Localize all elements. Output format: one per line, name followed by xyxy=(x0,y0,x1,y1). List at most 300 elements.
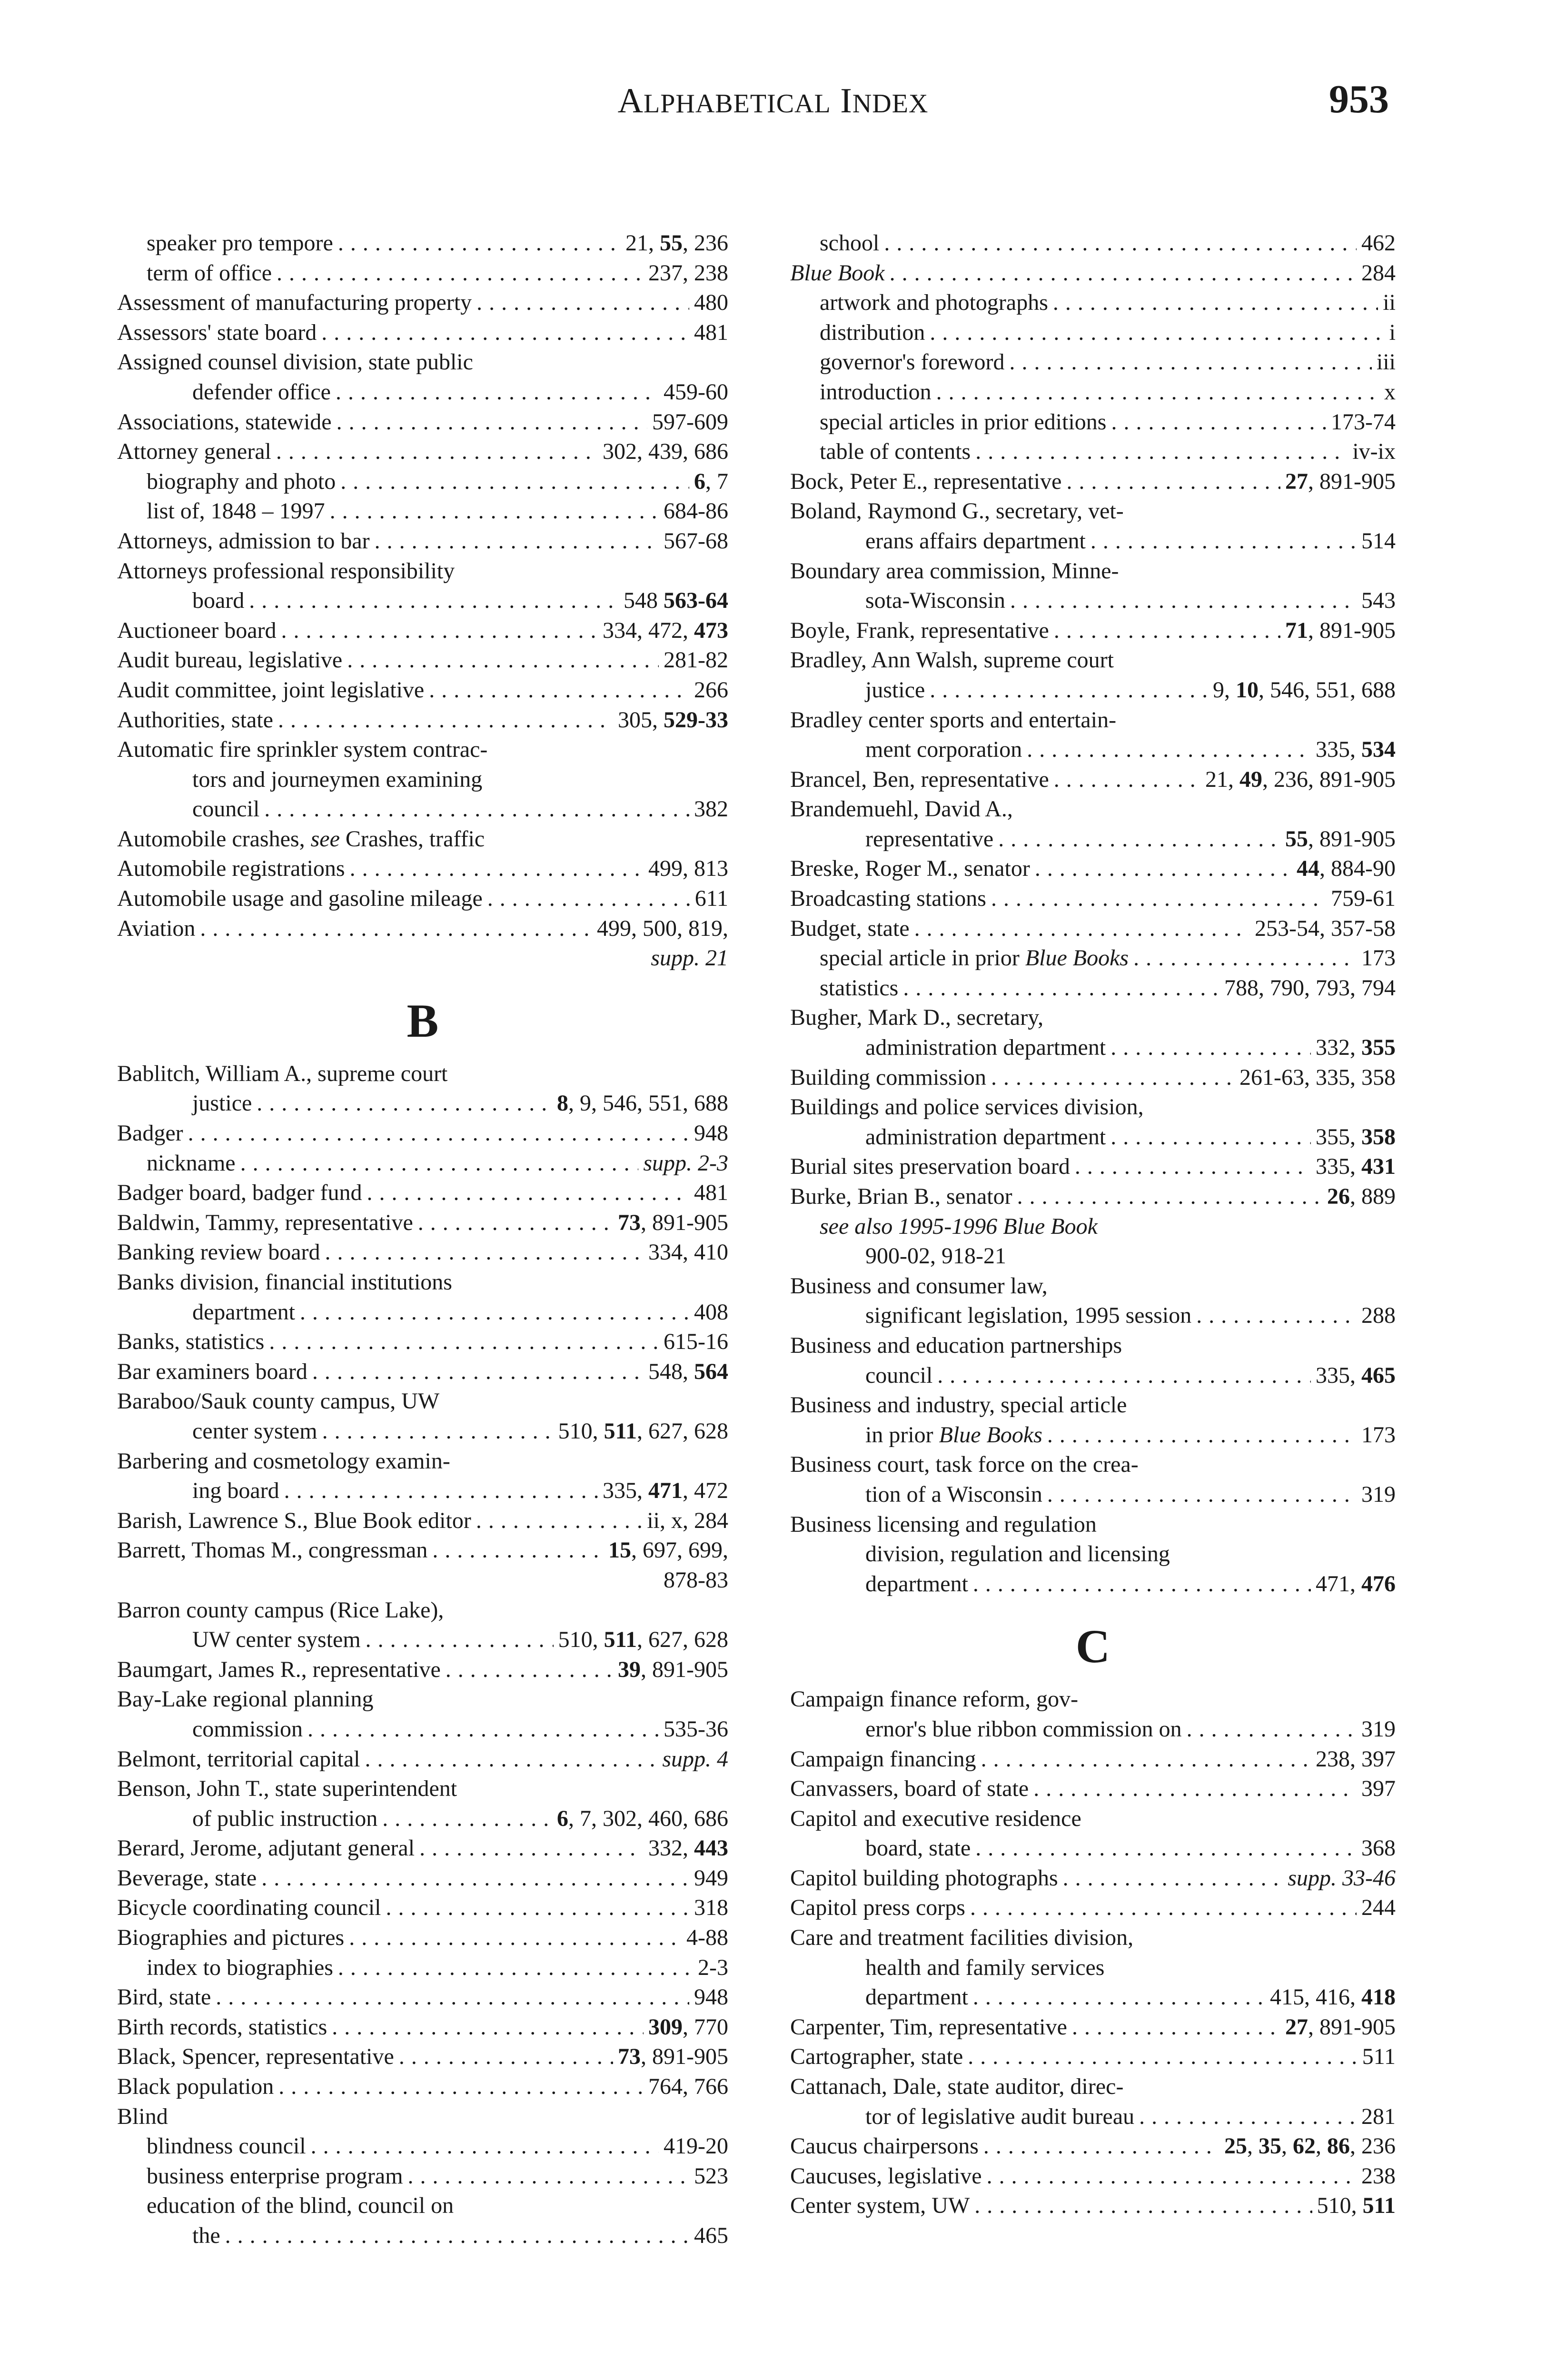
entry-term: Bird, state xyxy=(117,1984,211,2010)
entry-term: Boland, Raymond G., secretary, vet- xyxy=(790,498,1124,524)
index-entry xyxy=(790,2132,1396,2162)
entry-term: Business licensing and regulation xyxy=(790,1511,1097,1537)
entry-pages: 514 xyxy=(1361,528,1396,554)
entry-pages: 319 xyxy=(1361,1481,1396,1507)
entry-term: school xyxy=(820,230,880,256)
entry-pages: x xyxy=(1384,379,1396,405)
index-entry xyxy=(790,1834,1396,1864)
entry-term: Blind xyxy=(117,2103,168,2129)
entry-term: Assigned counsel division, state public xyxy=(117,349,473,375)
dot-leader xyxy=(930,675,1208,705)
dot-leader xyxy=(1047,1480,1357,1510)
index-entry xyxy=(117,1417,728,1447)
dot-leader xyxy=(476,1506,642,1536)
entry-pages: 173 xyxy=(1361,945,1396,971)
dot-leader xyxy=(903,973,1219,1003)
index-entry xyxy=(790,377,1396,407)
entry-term: term of office xyxy=(147,260,272,286)
entry-term: 878-83 xyxy=(664,1567,728,1593)
entry-term: Care and treatment facilities division, xyxy=(790,1925,1134,1951)
index-entry xyxy=(117,2013,728,2043)
entry-pages: 44, 884-90 xyxy=(1297,856,1396,882)
entry-term: Badger board, badger fund xyxy=(117,1180,362,1206)
dot-leader xyxy=(1139,2102,1357,2132)
index-entry xyxy=(117,1059,728,1089)
dot-leader xyxy=(261,1864,689,1894)
dot-leader xyxy=(216,1983,689,2013)
index-entry xyxy=(117,556,728,586)
index-entry xyxy=(790,288,1396,318)
index-entry xyxy=(117,2162,728,2192)
entry-term: Benson, John T., state superintendent xyxy=(117,1776,457,1802)
index-entry xyxy=(117,1089,728,1119)
entry-term: Boundary area commission, Minne- xyxy=(790,558,1119,584)
dot-leader xyxy=(1075,1152,1311,1182)
entry-pages: 335, 534 xyxy=(1316,737,1396,763)
entry-pages: 309, 770 xyxy=(648,2014,728,2040)
entry-pages: supp. 2-3 xyxy=(643,1150,728,1176)
dot-leader xyxy=(937,1361,1311,1391)
entry-pages: 615-16 xyxy=(664,1329,728,1355)
entry-pages: 305, 529-33 xyxy=(618,707,728,733)
entry-term: defender office xyxy=(192,379,331,405)
entry-pages: 462 xyxy=(1361,230,1396,256)
index-entry xyxy=(790,1152,1396,1182)
index-entry xyxy=(117,318,728,348)
entry-term: representative xyxy=(865,826,994,852)
dot-leader xyxy=(386,1893,689,1923)
dot-leader xyxy=(408,2162,689,2192)
entry-term: department xyxy=(192,1299,295,1325)
entry-term: center system xyxy=(192,1418,317,1444)
entry-term: Cartographer, state xyxy=(790,2044,963,2070)
entry-term: administration department xyxy=(865,1124,1106,1150)
entry-pages: ii, x, 284 xyxy=(647,1507,728,1533)
index-entry xyxy=(117,1893,728,1923)
dot-leader xyxy=(337,407,647,437)
dot-leader xyxy=(336,377,659,407)
entry-pages: 415, 416, 418 xyxy=(1270,1984,1396,2010)
entry-term: Capitol building photographs xyxy=(790,1865,1058,1891)
entry-term: special article in prior Blue Books xyxy=(820,945,1129,971)
dot-leader xyxy=(975,437,1348,467)
index-entry xyxy=(790,1450,1396,1480)
index-entry xyxy=(117,1566,728,1596)
index-entry xyxy=(117,377,728,407)
entry-term: special articles in prior editions xyxy=(820,409,1107,435)
dot-leader xyxy=(1035,854,1292,884)
index-entry xyxy=(790,765,1396,795)
entry-term: artwork and photographs xyxy=(820,290,1048,316)
index-entry xyxy=(117,914,728,944)
dot-leader xyxy=(975,1834,1357,1864)
entry-pages: 55, 891-905 xyxy=(1285,826,1396,852)
index-entry xyxy=(117,1953,728,1983)
index-entry xyxy=(117,1655,728,1685)
dot-leader xyxy=(981,1745,1311,1775)
dot-leader xyxy=(284,1476,598,1506)
entry-pages: 6, 7, 302, 460, 686 xyxy=(557,1805,728,1831)
entry-term: sota-Wisconsin xyxy=(865,588,1006,614)
dot-leader xyxy=(312,1357,644,1387)
entry-term: Building commission xyxy=(790,1064,987,1090)
entry-pages: 511 xyxy=(1362,2044,1396,2070)
dot-leader xyxy=(432,1536,604,1566)
entry-pages: 284 xyxy=(1361,260,1396,286)
index-entry xyxy=(117,1715,728,1745)
index-entry xyxy=(790,1480,1396,1510)
entry-term: justice xyxy=(865,677,925,703)
entry-term: Audit committee, joint legislative xyxy=(117,677,425,703)
index-entry xyxy=(790,1510,1396,1540)
entry-pages: 510, 511, 627, 628 xyxy=(558,1418,728,1444)
entry-term: commission xyxy=(192,1716,303,1742)
index-entry xyxy=(790,1685,1396,1715)
index-entry xyxy=(790,1983,1396,2013)
entry-pages: 382 xyxy=(694,796,728,822)
entry-pages: 39, 891-905 xyxy=(618,1656,728,1682)
index-entry xyxy=(117,407,728,437)
entry-term: division, regulation and licensing xyxy=(865,1541,1170,1567)
entry-term: Business court, task force on the crea- xyxy=(790,1452,1139,1478)
entry-term: Black, Spencer, representative xyxy=(117,2044,394,2070)
entry-term: Bradley center sports and entertain- xyxy=(790,707,1117,733)
entry-term: Attorney general xyxy=(117,439,271,465)
dot-leader xyxy=(998,824,1280,854)
index-entry xyxy=(790,1569,1396,1599)
index-entry xyxy=(117,884,728,914)
entry-pages: 238, 397 xyxy=(1316,1746,1396,1772)
index-entry xyxy=(790,1893,1396,1923)
dot-leader xyxy=(991,884,1326,914)
index-entry xyxy=(790,2072,1396,2102)
entry-pages: 334, 472, 473 xyxy=(603,617,728,643)
entry-term: Birth records, statistics xyxy=(117,2014,327,2040)
index-entry xyxy=(117,616,728,646)
entry-pages: 788, 790, 793, 794 xyxy=(1224,975,1396,1001)
entry-pages: 510, 511, 627, 628 xyxy=(558,1627,728,1653)
entry-term: nickname xyxy=(147,1150,236,1176)
index-entry xyxy=(790,347,1396,377)
dot-leader xyxy=(281,616,598,646)
index-entry xyxy=(790,2162,1396,2192)
entry-pages: 6, 7 xyxy=(694,468,728,494)
entry-pages: 548, 564 xyxy=(648,1359,728,1384)
dot-leader xyxy=(375,526,659,556)
dot-leader xyxy=(278,705,613,735)
entry-pages: 302, 439, 686 xyxy=(603,439,728,465)
dot-leader xyxy=(1133,943,1357,973)
dot-leader xyxy=(322,1417,554,1447)
index-entry xyxy=(117,1864,728,1894)
index-entry xyxy=(790,1271,1396,1301)
entry-term: Burial sites preservation board xyxy=(790,1154,1070,1180)
entry-pages: iii xyxy=(1376,349,1396,375)
index-entry xyxy=(117,1625,728,1655)
dot-leader xyxy=(991,1063,1235,1093)
entry-term: the xyxy=(192,2223,220,2248)
index-entry xyxy=(790,407,1396,437)
entry-term: Biographies and pictures xyxy=(117,1925,345,1951)
index-entry xyxy=(790,914,1396,944)
entry-pages: supp. 33-46 xyxy=(1288,1865,1396,1891)
index-entry xyxy=(790,1745,1396,1775)
entry-pages: 25, 35, 62, 86, 236 xyxy=(1224,2133,1396,2159)
index-entry xyxy=(790,496,1396,526)
dot-leader xyxy=(974,2191,1312,2221)
entry-pages: 173 xyxy=(1361,1422,1396,1448)
entry-term: ment corporation xyxy=(865,737,1022,763)
dot-leader xyxy=(269,1327,659,1357)
dot-leader xyxy=(1054,765,1200,795)
dot-leader xyxy=(1017,1182,1322,1212)
entry-pages: 535-36 xyxy=(664,1716,728,1742)
dot-leader xyxy=(429,675,689,705)
index-entry xyxy=(790,2191,1396,2221)
dot-leader xyxy=(970,1893,1357,1923)
index-entry xyxy=(790,258,1396,288)
index-entry xyxy=(790,794,1396,824)
index-entry xyxy=(790,1003,1396,1033)
index-entry xyxy=(790,824,1396,854)
entry-term: UW center system xyxy=(192,1627,361,1653)
entry-pages: 408 xyxy=(694,1299,728,1325)
index-entry xyxy=(790,943,1396,973)
entry-term: Badger xyxy=(117,1121,183,1146)
index-entry xyxy=(790,735,1396,765)
entry-pages: 27, 891-905 xyxy=(1285,468,1396,494)
index-entry xyxy=(790,1212,1396,1242)
index-entry xyxy=(790,2102,1396,2132)
dot-leader xyxy=(1196,1301,1357,1331)
dot-leader xyxy=(476,288,689,318)
index-column-right xyxy=(790,228,1396,2221)
page-number: 953 xyxy=(1329,77,1389,121)
dot-leader xyxy=(419,1834,644,1864)
entry-pages: 332, 443 xyxy=(648,1835,728,1861)
entry-term: Assessors' state board xyxy=(117,319,317,345)
entry-pages: 759-61 xyxy=(1331,886,1396,912)
dot-leader xyxy=(300,1298,689,1328)
entry-pages: 71, 891-905 xyxy=(1285,617,1396,643)
dot-leader xyxy=(936,377,1379,407)
entry-term: Campaign finance reform, gov- xyxy=(790,1686,1079,1712)
entry-pages: i xyxy=(1389,319,1396,345)
entry-term: department xyxy=(865,1984,968,2010)
dot-leader xyxy=(1090,526,1357,556)
entry-term: Authorities, state xyxy=(117,707,273,733)
entry-term: Brandemuehl, David A., xyxy=(790,796,1013,822)
entry-term: education of the blind, council on xyxy=(147,2193,454,2219)
entry-pages: 173-74 xyxy=(1331,409,1396,435)
index-entry xyxy=(117,1387,728,1417)
entry-term: Automatic fire sprinkler system contrac- xyxy=(117,737,488,763)
dot-leader xyxy=(1010,586,1357,616)
dot-leader xyxy=(914,914,1250,944)
entry-term: Barbering and cosmetology examin- xyxy=(117,1448,450,1474)
index-entry xyxy=(117,645,728,675)
entry-term: Audit bureau, legislative xyxy=(117,647,343,673)
entry-pages: 419-20 xyxy=(664,2133,728,2159)
dot-leader xyxy=(382,1804,552,1834)
entry-term: tion of a Wisconsin xyxy=(865,1481,1042,1507)
dot-leader xyxy=(1027,735,1311,765)
entry-pages: 335, 465 xyxy=(1316,1362,1396,1388)
index-entry xyxy=(117,437,728,467)
index-entry xyxy=(790,467,1396,497)
dot-leader xyxy=(277,258,644,288)
entry-term: Bay-Lake regional planning xyxy=(117,1686,374,1712)
dot-leader xyxy=(347,645,659,675)
dot-leader xyxy=(225,2221,689,2251)
index-entry xyxy=(790,884,1396,914)
entry-pages: 480 xyxy=(694,290,728,316)
entry-term: Blue Book xyxy=(790,260,885,286)
index-entry xyxy=(790,1953,1396,1983)
entry-term: Broadcasting stations xyxy=(790,886,986,912)
entry-term: Barish, Lawrence S., Blue Book editor xyxy=(117,1507,471,1533)
entry-term: Bar examiners board xyxy=(117,1359,307,1384)
entry-term: justice xyxy=(192,1091,252,1116)
entry-term: blindness council xyxy=(147,2133,306,2159)
entry-term: table of contents xyxy=(820,439,971,465)
dot-leader xyxy=(367,1178,689,1208)
entry-pages: 27, 891-905 xyxy=(1285,2014,1396,2040)
dot-leader xyxy=(264,794,689,824)
index-entry xyxy=(117,1476,728,1506)
entry-pages: 471, 476 xyxy=(1316,1571,1396,1597)
index-entry xyxy=(117,526,728,556)
index-entry xyxy=(790,675,1396,705)
entry-pages: 237, 238 xyxy=(648,260,728,286)
index-entry xyxy=(117,1536,728,1566)
entry-pages: 8, 9, 546, 551, 688 xyxy=(557,1091,728,1116)
index-entry xyxy=(117,1178,728,1208)
entry-term: Auctioneer board xyxy=(117,617,277,643)
index-entry xyxy=(117,1327,728,1357)
entry-pages: 288 xyxy=(1361,1303,1396,1329)
entry-term: speaker pro tempore xyxy=(147,230,333,256)
index-entry xyxy=(790,1420,1396,1450)
entry-term: Automobile registrations xyxy=(117,856,345,882)
dot-leader xyxy=(188,1119,689,1149)
dot-leader xyxy=(1033,1774,1357,1804)
entry-pages: 543 xyxy=(1361,588,1396,614)
index-entry xyxy=(117,705,728,735)
index-entry xyxy=(117,2072,728,2102)
dot-leader xyxy=(365,1745,658,1775)
index-entry xyxy=(117,1774,728,1804)
index-entry xyxy=(790,1182,1396,1212)
dot-leader xyxy=(200,914,592,944)
entry-pages: 397 xyxy=(1361,1776,1396,1802)
entry-term: Black population xyxy=(117,2074,274,2100)
index-entry xyxy=(117,1596,728,1626)
entry-term: Baumgart, James R., representative xyxy=(117,1656,441,1682)
entry-term: Beverage, state xyxy=(117,1865,257,1891)
index-entry xyxy=(790,437,1396,467)
index-entry xyxy=(117,496,728,526)
entry-term: introduction xyxy=(820,379,932,405)
index-column-left xyxy=(117,228,728,2251)
entry-term: tors and journeymen examining xyxy=(192,766,483,792)
index-entry xyxy=(790,1063,1396,1093)
entry-term: of public instruction xyxy=(192,1805,378,1831)
entry-term: Budget, state xyxy=(790,915,910,941)
dot-leader xyxy=(340,467,689,497)
entry-pages: 611 xyxy=(694,886,728,912)
dot-leader xyxy=(311,2132,659,2162)
entry-term: Berard, Jerome, adjutant general xyxy=(117,1835,415,1861)
entry-term: Caucuses, legislative xyxy=(790,2163,982,2189)
index-entry xyxy=(790,228,1396,258)
index-entry xyxy=(117,2191,728,2221)
dot-leader xyxy=(973,1983,1265,2013)
index-entry xyxy=(790,1361,1396,1391)
dot-leader xyxy=(257,1089,552,1119)
dot-leader xyxy=(968,2042,1358,2072)
entry-term: Boyle, Frank, representative xyxy=(790,617,1049,643)
entry-pages: 567-68 xyxy=(664,528,728,554)
entry-pages: 368 xyxy=(1361,1835,1396,1861)
entry-term: Baraboo/Sauk county campus, UW xyxy=(117,1388,440,1414)
dot-leader xyxy=(399,2042,613,2072)
entry-term: health and family services xyxy=(865,1954,1105,1980)
index-entry xyxy=(117,586,728,616)
index-entry xyxy=(117,943,728,973)
entry-pages: 335, 431 xyxy=(1316,1154,1396,1180)
running-header xyxy=(0,81,1546,121)
entry-term: administration department xyxy=(865,1035,1106,1061)
dot-leader xyxy=(278,2072,644,2102)
entry-term: Banking review board xyxy=(117,1240,320,1265)
index-entry xyxy=(117,2042,728,2072)
index-entry xyxy=(790,973,1396,1003)
index-entry xyxy=(117,1298,728,1328)
entry-pages: 253-54, 357-58 xyxy=(1255,915,1396,941)
entry-term: Capitol and executive residence xyxy=(790,1805,1081,1831)
entry-pages: 948 xyxy=(694,1121,728,1146)
index-entry xyxy=(790,1539,1396,1569)
entry-pages: 26, 889 xyxy=(1327,1184,1396,1209)
entry-term: Cattanach, Dale, state auditor, direc- xyxy=(790,2074,1124,2100)
entry-pages: 548 563-64 xyxy=(624,588,728,614)
entry-term: index to biographies xyxy=(147,1954,333,1980)
entry-term: Attorneys professional responsibility xyxy=(117,558,455,584)
entry-term: governor's foreword xyxy=(820,349,1005,375)
dot-leader xyxy=(1072,2013,1280,2043)
entry-term: Business and consumer law, xyxy=(790,1273,1048,1299)
entry-pages: 481 xyxy=(694,1180,728,1206)
entry-term: tor of legislative audit bureau xyxy=(865,2103,1135,2129)
index-entry xyxy=(790,1864,1396,1894)
entry-term: significant legislation, 1995 session xyxy=(865,1303,1192,1329)
entry-term: Bock, Peter E., representative xyxy=(790,468,1062,494)
index-entry xyxy=(117,258,728,288)
entry-term: Aviation xyxy=(117,915,196,941)
index-entry xyxy=(117,735,728,765)
index-entry xyxy=(117,1506,728,1536)
index-entry xyxy=(790,1923,1396,1953)
dot-leader xyxy=(325,1238,644,1268)
entry-pages: 281 xyxy=(1361,2103,1396,2129)
entry-pages: 266 xyxy=(694,677,728,703)
entry-term: Assessment of manufacturing property xyxy=(117,290,472,316)
entry-pages: 244 xyxy=(1361,1895,1396,1921)
index-entry xyxy=(117,288,728,318)
index-entry xyxy=(117,824,728,854)
dot-leader xyxy=(1187,1715,1357,1745)
